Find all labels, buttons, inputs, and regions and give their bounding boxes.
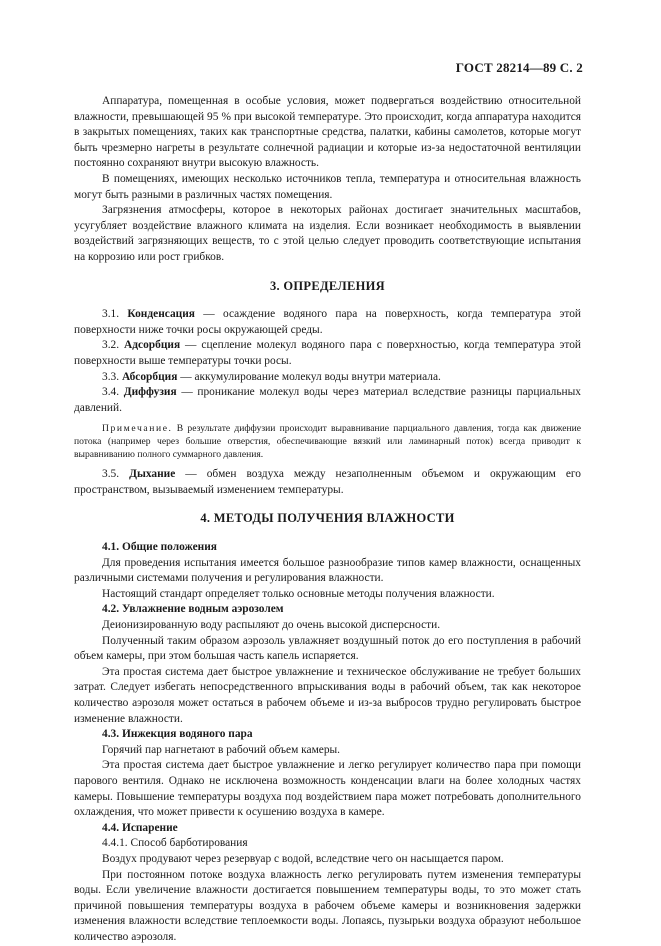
subsection-number: 4.1. (102, 541, 120, 554)
definition-number: 3.4. (102, 386, 120, 399)
definition-term: Диффузия (123, 386, 177, 399)
section-3-title: 3. ОПРЕДЕЛЕНИЯ (269, 278, 385, 293)
subsection-4-3-heading (74, 727, 581, 743)
definition-number: 3.1. (102, 308, 120, 321)
definition-3-4 (74, 385, 581, 416)
definition-term: Адсорбция (124, 339, 181, 352)
document-body (74, 94, 581, 946)
subsection-4-1-heading (74, 540, 581, 556)
subsection-title: Испарение (121, 821, 178, 834)
intro-paragraph-3: Загрязнения атмосферы, которое в некоторых районах достигает значительных масштабов, усугубляет воздействие влажного климата на изделия. Если возникает необходимость в выявлении воздействий загрязняющих веществ, то с этой целью следует проводить соответствующие испытания на коррозию или рост грибков. (74, 204, 581, 263)
definition-3-1 (74, 307, 581, 338)
definition-3-2 (74, 338, 581, 369)
section-4-title: 4. МЕТОДЫ ПОЛУЧЕНИЯ ВЛАЖНОСТИ (200, 511, 455, 526)
definition-3-3 (74, 370, 581, 386)
definition-term: Дыхание (129, 468, 176, 481)
paragraph-4-4-1-b: При постоянном потоке воздуха влажность легко регулировать путем изменения температуры воды. Если увеличение влажности достигается повышением температуры воды, то это может стать причиной повышения температуры воздуха в рабочем объеме камеры и возникновения задержки изменения влажности вследствие теплоемкости воды. Лопаясь, пузырьки воздуха образуют небольшое количество аэрозоля. (74, 868, 581, 943)
note-paragraph (74, 422, 581, 461)
subsection-4-4-1-heading: 4.4.1. Способ барботирования (102, 837, 248, 850)
note-label: Примечание. (102, 423, 173, 435)
subsection-title: Увлажнение водным аэрозолем (121, 603, 284, 616)
definition-text: — обмен воздуха между незаполненным объемом и окружающим его пространством, вызываемый изменением температуры. (74, 468, 581, 496)
paragraph-4-3-b: Эта простая система дает быстрое увлажнение и легко регулирует количество пара при помощи парового вентиля. Однако не исключена возможность конденсации влаги на более холодных частях камеры. Повышение температуры воздуха под воздействием пара может потребовать дополнительного охлаждения, что может привести к осушению воздуха в камере. (74, 759, 581, 819)
subsection-4-2-heading (74, 602, 581, 618)
definition-text: — аккумулирование молекул воды внутри материала. (177, 370, 441, 383)
subsection-number: 4.4. (102, 821, 120, 834)
definition-number: 3.2. (102, 339, 120, 352)
paragraph-4-1-a: Для проведения испытания имеется большое разнообразие типов камер влажности, оснащенных различными системами получения и регулирования влажности. (74, 556, 581, 585)
definition-text: — проникание молекул воды через материал вследствие разницы парциальных давлений. (74, 386, 581, 414)
subsection-title: Общие положения (121, 541, 217, 554)
definition-3-5 (74, 467, 581, 498)
paragraph-4-3-a: Горячий пар нагнетают в рабочий объем камеры. (102, 743, 341, 756)
paragraph-4-2-a: Деионизированную воду распыляют до очень высокой дисперсности. (102, 619, 441, 632)
paragraph-4-1-b: Настоящий стандарт определяет только основные методы получения влажности. (102, 587, 495, 600)
definition-term: Абсорбция (121, 370, 178, 383)
definition-text: — сцепление молекул водяного пара с поверхностью, когда температура этой поверхности выше температуры точки росы. (74, 339, 581, 367)
paragraph-4-2-c: Эта простая система дает быстрое увлажнение и техническое обслуживание не требует больших затрат. Следует избегать непосредственного впрыскивания воды в рабочий объем, так как некоторое количество аэрозоля может остаться в рабочем объеме и из-за выбросов трудно регулировать быстрое изменение влажности. (74, 665, 581, 725)
subsection-number: 4.2. (102, 603, 120, 616)
subsection-title: Инжекция водяного пара (121, 728, 253, 741)
definition-number: 3.3. (102, 370, 120, 383)
definition-number: 3.5. (102, 468, 120, 481)
note-text: В результате диффузии происходит выравнивание парциального давления, тогда как движение потока (например через большие отверстия, обеспечивающие вязкий или ламинарный поток) всегда приводит к выравниванию полного суммарного давления. (74, 423, 581, 461)
definition-term: Конденсация (127, 308, 195, 321)
paragraph-4-4-1-a: Воздух продувают через резервуар с водой, вследствие чего он насыщается паром. (102, 852, 504, 865)
definition-text: — осаждение водяного пара на поверхность, когда температура этой поверхности ниже точки росы окружающей среды. (74, 308, 581, 336)
intro-paragraph-1: Аппаратура, помещенная в особые условия, может подвергаться воздействию относительной влажности, превышающей 95 % при высокой температуре. Это происходит, когда аппаратура находится в закрытых помещениях, таких как транспортные средства, палатки, кабины самолетов, которые могут быть чрезмерно нагреты в результате солнечной радиации и которые из-за недостаточной вентиляции постоянно сохраняют внутри высокую влажность. (74, 95, 581, 170)
paragraph-4-2-b: Полученный таким образом аэрозоль увлажняет воздушный поток до его поступления в рабочий объем камеры, при этом большая часть капель испаряется. (74, 634, 581, 663)
subsection-4-4-heading (74, 821, 581, 837)
intro-paragraph-2: В помещениях, имеющих несколько источников тепла, температура и относительная влажность могут быть разными в различных частях помещения. (74, 172, 581, 201)
subsection-number: 4.3. (102, 728, 120, 741)
page-header: ГОСТ 28214—89 С. 2 (455, 60, 583, 75)
